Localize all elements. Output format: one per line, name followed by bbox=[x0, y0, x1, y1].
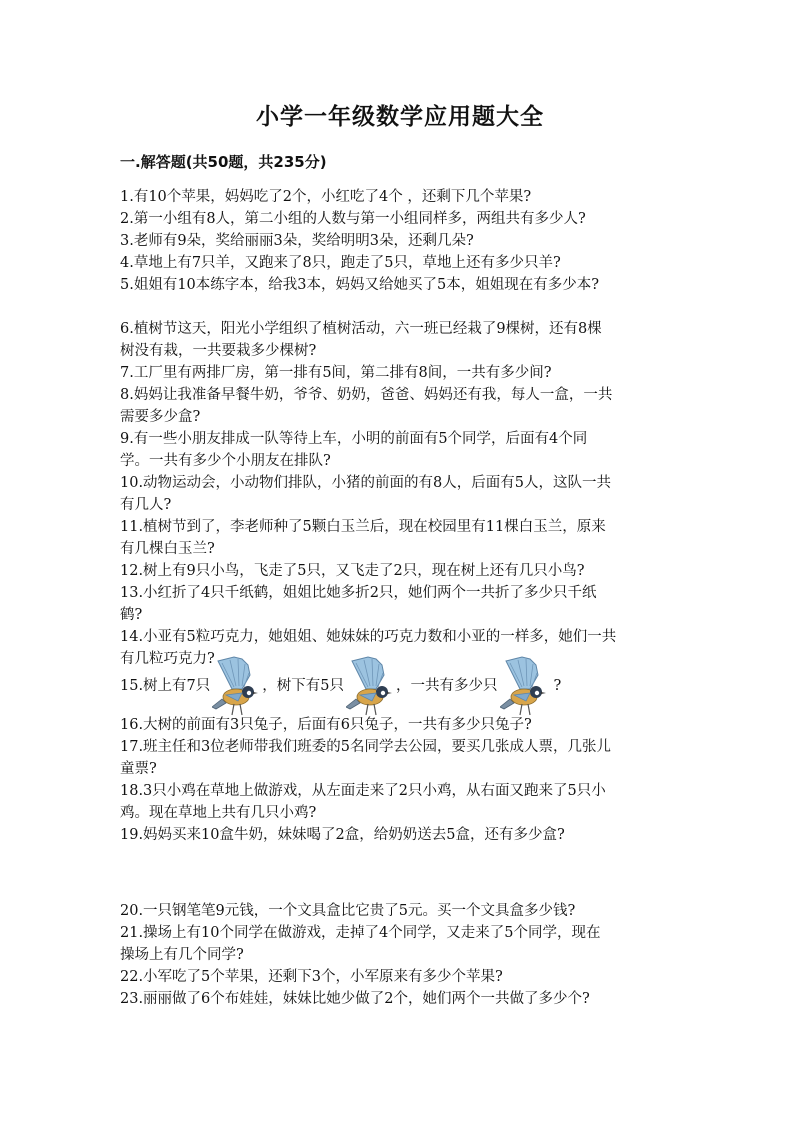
question-23: 23.丽丽做了6个布娃娃，妹妹比她少做了2个，她们两个一共做了多少个? bbox=[120, 991, 590, 1007]
question-13-line-1: 13.小红折了4只千纸鹤，姐姐比她多折2只，她们两个一共折了多少只千纸 bbox=[120, 585, 597, 601]
question-18-line-2: 鸡。现在草地上共有几只小鸡? bbox=[120, 805, 317, 821]
question-22: 22.小军吃了5个苹果，还剩下3个，小军原来有多少个苹果? bbox=[120, 969, 503, 985]
question-14-line-2: 有几粒巧克力? bbox=[120, 651, 215, 667]
question-3: 3.老师有9朵，奖给丽丽3朵，奖给明明3朵，还剩几朵? bbox=[120, 233, 474, 249]
question-15-part-4: ? bbox=[553, 678, 562, 694]
question-16: 16.大树的前面有3只兔子，后面有6只兔子，一共有多少只兔子? bbox=[120, 717, 532, 733]
question-15-part-3: ，一共有多少只 bbox=[396, 678, 498, 694]
question-5: 5.姐姐有10本练字本，给我3本，妈妈又给她买了5本，姐姐现在有多少本? bbox=[120, 277, 600, 293]
question-8-line-1: 8.妈妈让我准备早餐牛奶，爷爷、奶奶，爸爸、妈妈还有我，每人一盒，一共 bbox=[120, 387, 613, 403]
question-15-part-1: 15.树上有7只 bbox=[120, 678, 211, 694]
question-7: 7.工厂里有两排厂房，第一排有5间，第二排有8间，一共有多少间? bbox=[120, 365, 552, 381]
question-10-line-1: 10.动物运动会，小动物们排队，小猪的前面的有8人，后面有5人，这队一共 bbox=[120, 475, 612, 491]
question-21-line-1: 21.操场上有10个同学在做游戏，走掉了4个同学，又走来了5个同学，现在 bbox=[120, 925, 601, 941]
question-13-line-2: 鹤? bbox=[120, 607, 143, 623]
page-title: 小学一年级数学应用题大全 bbox=[256, 104, 544, 130]
question-10-line-2: 有几人? bbox=[120, 497, 172, 513]
question-19: 19.妈妈买来10盒牛奶，妹妹喝了2盒，给奶奶送去5盒，还有多少盒? bbox=[120, 827, 565, 843]
question-8-line-2: 需要多少盒? bbox=[120, 409, 201, 425]
bird-icon bbox=[346, 655, 392, 717]
question-21-line-2: 操场上有几个同学? bbox=[120, 947, 244, 963]
question-17-line-1: 17.班主任和3位老师带我们班委的5名同学去公园，要买几张成人票，几张儿 bbox=[120, 739, 612, 755]
question-20: 20.一只钢笔笔9元钱，一个文具盒比它贵了5元。买一个文具盒多少钱? bbox=[120, 903, 576, 919]
question-6-line-2: 树没有栽，一共要栽多少棵树? bbox=[120, 343, 317, 359]
question-9-line-2: 学。一共有多少个小朋友在排队? bbox=[120, 453, 331, 469]
question-6-line-1: 6.植树节这天，阳光小学组织了植树活动，六一班已经栽了9棵树，还有8棵 bbox=[120, 321, 602, 337]
question-18-line-1: 18.3只小鸡在草地上做游戏，从左面走来了2只小鸡，从右面又跑来了5只小 bbox=[120, 783, 606, 799]
question-2: 2.第一小组有8人，第二小组的人数与第一小组同样多，两组共有多少人? bbox=[120, 211, 586, 227]
question-14-line-1: 14.小亚有5粒巧克力，她姐姐、她妹妹的巧克力数和小亚的一样多，她们一共 bbox=[120, 629, 617, 645]
question-11-line-1: 11.植树节到了，李老师种了5颗白玉兰后，现在校园里有11棵白玉兰，原来 bbox=[120, 519, 606, 535]
section-header: 一.解答题(共50题，共235分) bbox=[120, 153, 327, 171]
bird-icon bbox=[212, 655, 258, 717]
bird-icon bbox=[500, 655, 546, 717]
question-11-line-2: 有几棵白玉兰? bbox=[120, 541, 215, 557]
question-12: 12.树上有9只小鸟，飞走了5只，又飞走了2只，现在树上还有几只小鸟? bbox=[120, 563, 585, 579]
question-15 bbox=[120, 655, 680, 717]
question-4: 4.草地上有7只羊，又跑来了8只，跑走了5只，草地上还有多少只羊? bbox=[120, 255, 561, 271]
question-9-line-1: 9.有一些小朋友排成一队等待上车，小明的前面有5个同学，后面有4个同 bbox=[120, 431, 588, 447]
question-15-part-2: ，树下有5只 bbox=[262, 678, 345, 694]
question-1: 1.有10个苹果，妈妈吃了2个，小红吃了4个 ，还剩下几个苹果? bbox=[120, 189, 532, 205]
question-17-line-2: 童票? bbox=[120, 761, 157, 777]
